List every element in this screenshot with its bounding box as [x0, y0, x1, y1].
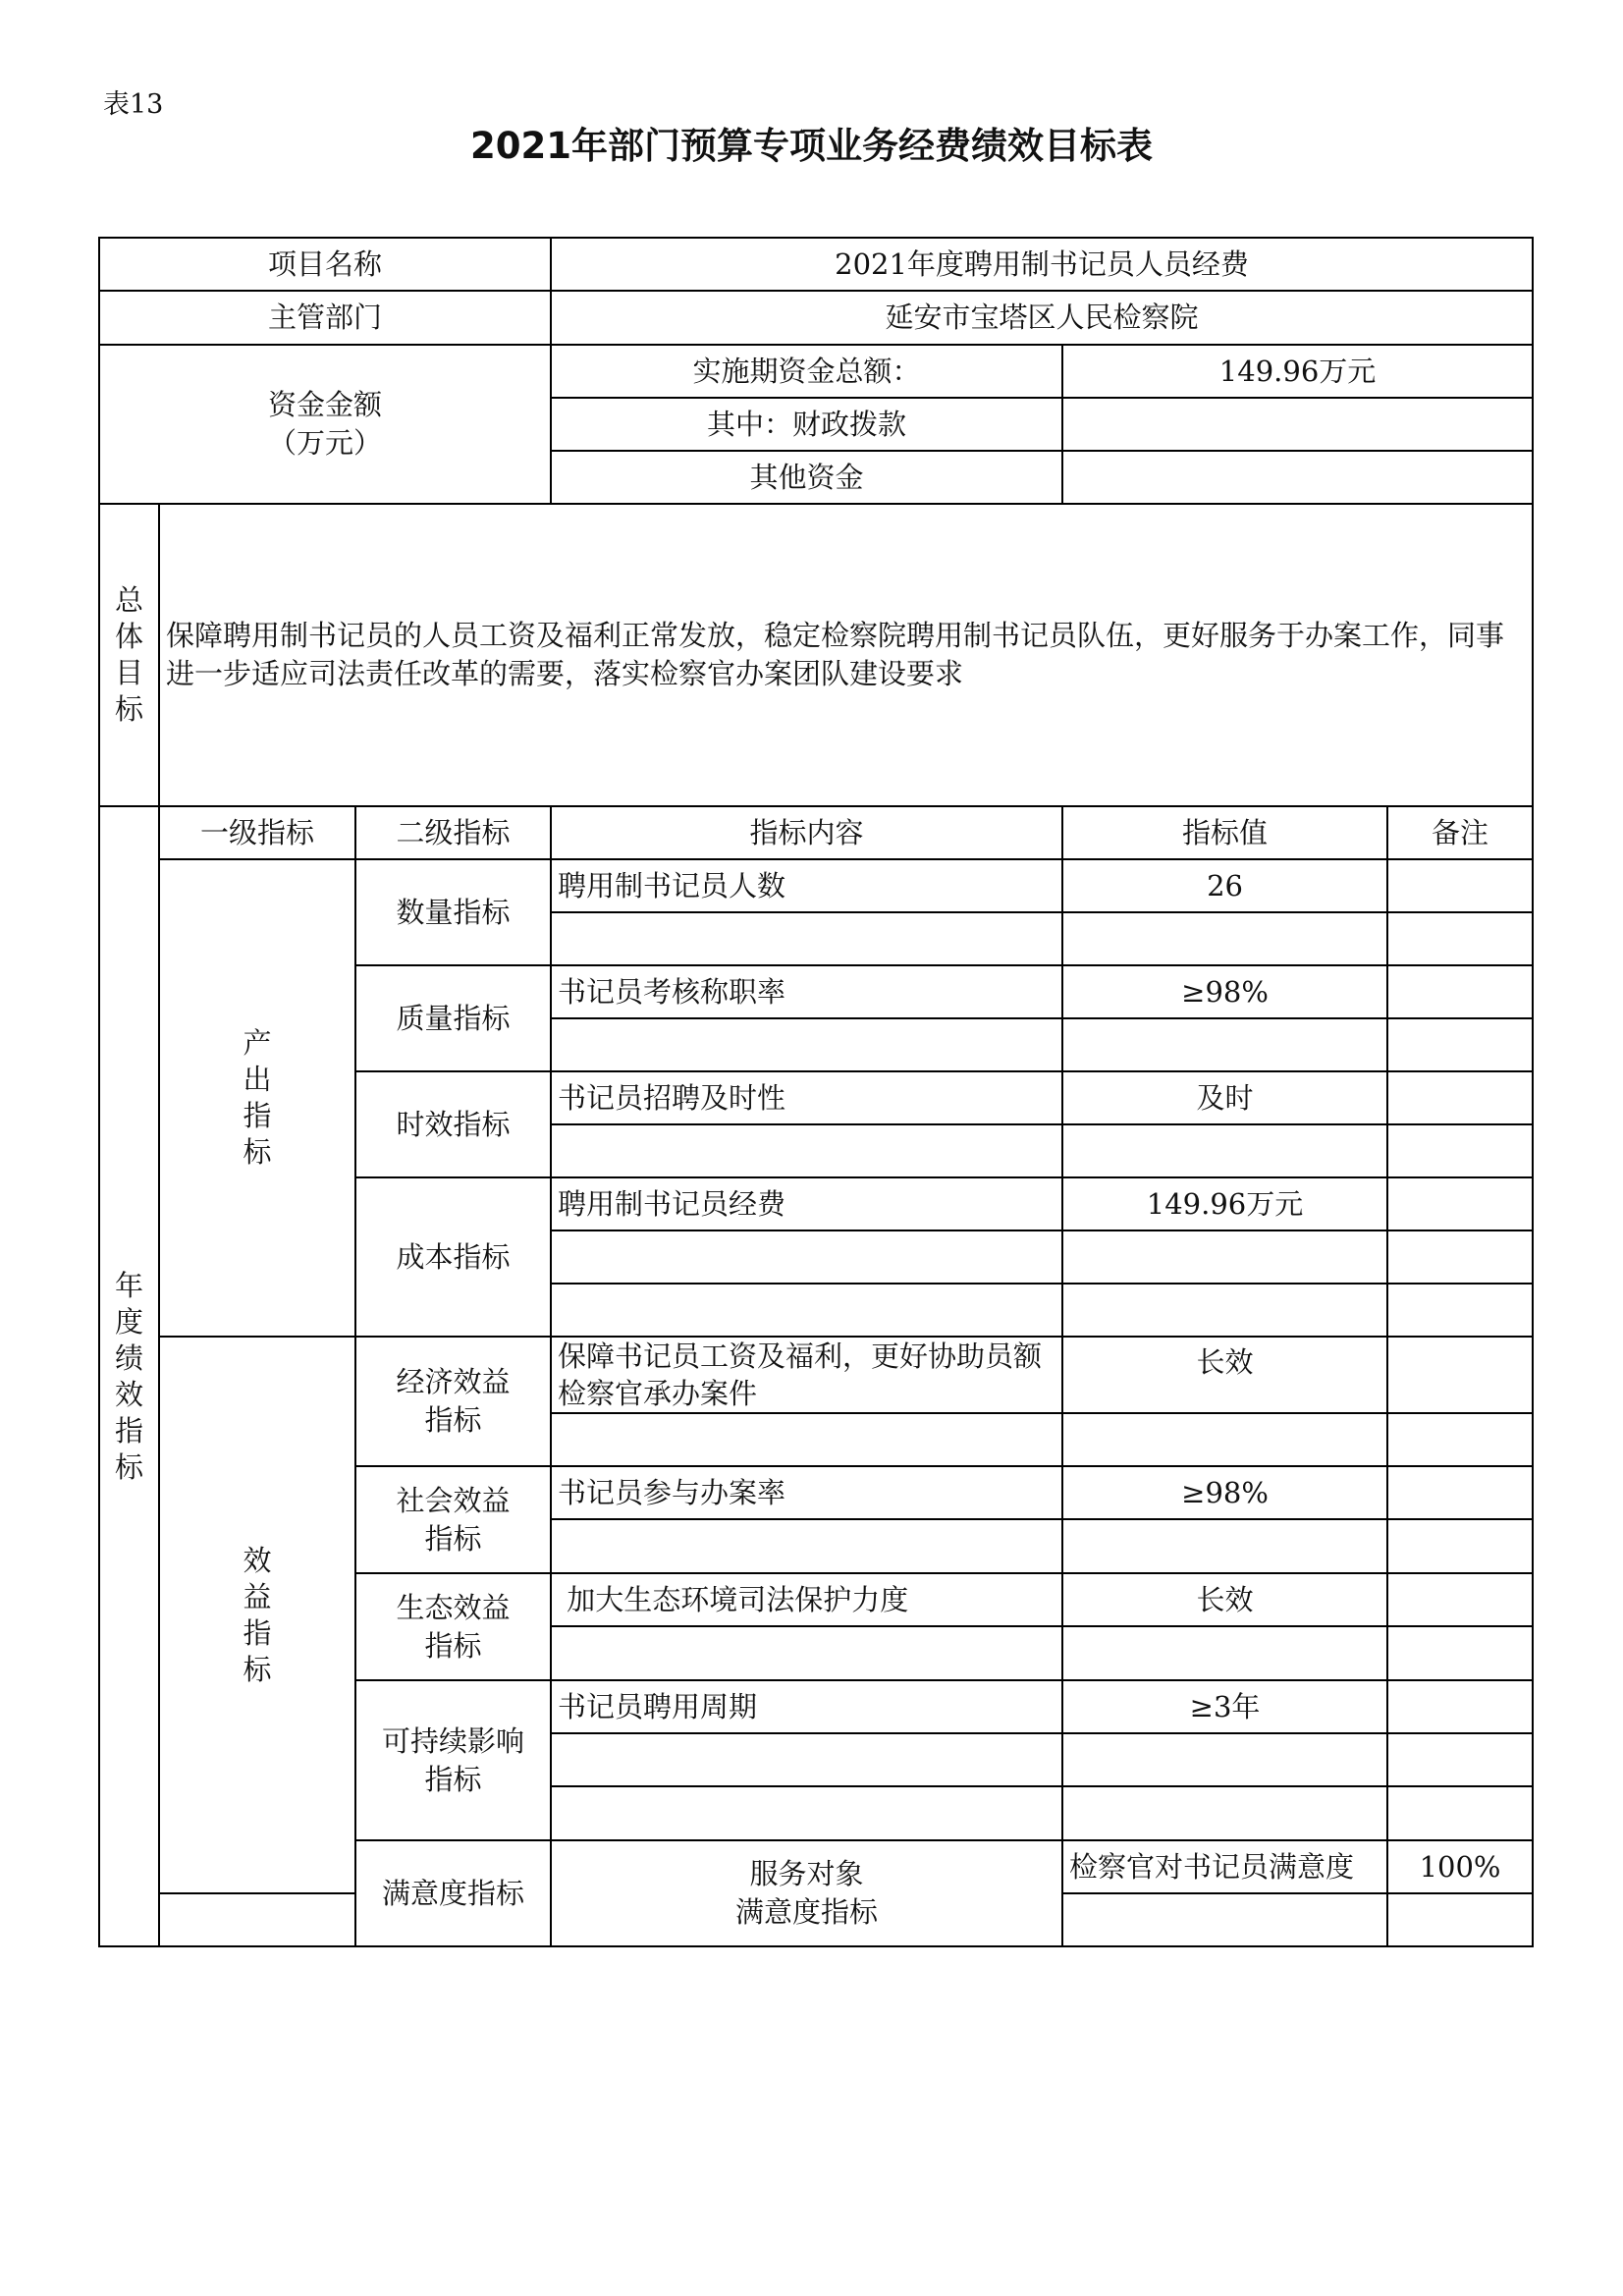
timeliness-indicator-label: 时效指标 — [355, 1071, 551, 1177]
timeliness-value: 及时 — [1062, 1071, 1387, 1124]
economic-label-line1: 经济效益 — [396, 1365, 511, 1398]
economic-value: 长效 — [1062, 1337, 1387, 1413]
blank-cell — [551, 1413, 1062, 1466]
benefit-char: 效 — [243, 1543, 272, 1577]
service-value: 100% — [1387, 1840, 1533, 1893]
benefit-char: 标 — [243, 1652, 272, 1686]
blank-cell — [551, 1230, 1062, 1284]
blank-cell — [1062, 1230, 1387, 1284]
funds-label-line1: 资金金额 — [268, 388, 383, 421]
annual-char: 度 — [114, 1304, 143, 1339]
blank-cell — [551, 1284, 1062, 1337]
cost-content: 聘用制书记员经费 — [551, 1177, 1062, 1230]
indicator-row — [99, 859, 1533, 912]
funds-label — [99, 345, 551, 504]
sustainable-content: 书记员聘用周期 — [551, 1680, 1062, 1733]
remark-cell — [1387, 1177, 1533, 1230]
annual-char: 标 — [114, 1449, 143, 1484]
sustainable-label-line1: 可持续影响 — [382, 1723, 525, 1758]
output-char: 标 — [243, 1135, 272, 1169]
remark-cell — [1387, 1071, 1533, 1124]
cost-value: 149.96万元 — [1062, 1177, 1387, 1230]
output-char: 产 — [243, 1026, 272, 1060]
overall-goal-text: 保障聘用制书记员的人员工资及福利正常发放，稳定检察院聘用制书记员队伍，更好服务于办案工作，同事进一步适应司法责任改革的需要，落实检察官办案团队建设要求 — [159, 504, 1533, 806]
project-name-value: 2021年度聘用制书记员人员经费 — [551, 238, 1533, 291]
goal-char: 总 — [114, 583, 143, 617]
goal-char: 标 — [114, 692, 143, 726]
funds-other-value — [1062, 451, 1533, 504]
social-indicator-label — [355, 1466, 551, 1573]
benefit-indicator-label — [159, 1337, 355, 1893]
project-name-label: 项目名称 — [99, 238, 551, 291]
blank-cell — [1062, 1284, 1387, 1337]
blank-cell — [1062, 1519, 1387, 1573]
blank-cell — [1387, 1124, 1533, 1177]
benefit-char: 指 — [243, 1615, 272, 1650]
output-char: 出 — [243, 1063, 272, 1096]
quantity-value: 26 — [1062, 859, 1387, 912]
blank-cell — [1062, 1626, 1387, 1680]
social-label-line2: 指标 — [424, 1521, 482, 1556]
annual-char: 年 — [114, 1268, 143, 1302]
blank-cell — [551, 1733, 1062, 1786]
service-indicator-label — [551, 1840, 1062, 1946]
output-char: 指 — [243, 1099, 272, 1132]
remark-cell — [1387, 965, 1533, 1018]
header-content: 指标内容 — [551, 806, 1062, 859]
blank-cell — [1062, 912, 1387, 965]
sustainable-label-line2: 指标 — [424, 1762, 482, 1796]
blank-cell — [551, 1124, 1062, 1177]
social-label-line1: 社会效益 — [396, 1483, 511, 1517]
cost-indicator-label: 成本指标 — [355, 1177, 551, 1337]
remark-cell — [1387, 1680, 1533, 1733]
funds-total-row — [99, 345, 1533, 398]
document-title: 2021年部门预算专项业务经费绩效目标表 — [470, 125, 1153, 167]
economic-label-line2: 指标 — [424, 1403, 482, 1437]
department-row — [99, 291, 1533, 345]
funds-fiscal-value — [1062, 398, 1533, 451]
blank-cell — [1062, 1893, 1387, 1946]
department-value: 延安市宝塔区人民检察院 — [551, 291, 1533, 345]
quantity-indicator-label: 数量指标 — [355, 859, 551, 965]
blank-cell — [1387, 1786, 1533, 1840]
blank-cell — [1062, 1786, 1387, 1840]
indicator-header-row — [99, 806, 1533, 859]
header-level1: 一级指标 — [159, 806, 355, 859]
funds-total-value: 149.96万元 — [1062, 345, 1533, 398]
blank-cell — [1387, 1413, 1533, 1466]
benefit-char: 益 — [243, 1579, 272, 1613]
sustainable-indicator-label — [355, 1680, 551, 1840]
service-label-line1: 服务对象 — [749, 1857, 864, 1890]
social-value: ≥98% — [1062, 1466, 1387, 1519]
quantity-content: 聘用制书记员人数 — [551, 859, 1062, 912]
blank-cell — [159, 1893, 355, 1946]
ecological-label-line1: 生态效益 — [396, 1590, 511, 1624]
table-number: 表13 — [103, 89, 164, 120]
department-label: 主管部门 — [99, 291, 551, 345]
ecological-indicator-label — [355, 1573, 551, 1680]
indicator-row — [99, 1337, 1533, 1413]
remark-cell — [1387, 1466, 1533, 1519]
annual-indicator-label — [99, 806, 159, 1946]
blank-cell — [1387, 912, 1533, 965]
satisfaction-indicator-label: 满意度指标 — [355, 1840, 551, 1946]
social-content: 书记员参与办案率 — [551, 1466, 1062, 1519]
blank-cell — [551, 1626, 1062, 1680]
blank-cell — [1387, 1230, 1533, 1284]
economic-indicator-label — [355, 1337, 551, 1466]
service-label-line2: 满意度指标 — [735, 1895, 879, 1929]
funds-other-label: 其他资金 — [551, 451, 1062, 504]
performance-target-table — [98, 237, 1534, 1947]
blank-cell — [551, 1786, 1062, 1840]
header-value: 指标值 — [1062, 806, 1387, 859]
remark-cell — [1387, 1573, 1533, 1626]
sustainable-value: ≥3年 — [1062, 1680, 1387, 1733]
annual-char: 指 — [114, 1413, 143, 1448]
project-name-row — [99, 238, 1533, 291]
blank-cell — [551, 1519, 1062, 1573]
blank-cell — [1062, 1124, 1387, 1177]
economic-content: 保障书记员工资及福利，更好协助员额检察官承办案件 — [551, 1337, 1062, 1413]
service-content: 检察官对书记员满意度 — [1062, 1840, 1387, 1893]
blank-cell — [1387, 1893, 1533, 1946]
header-remark: 备注 — [1387, 806, 1533, 859]
overall-goal-label — [99, 504, 159, 806]
blank-cell — [1062, 1018, 1387, 1071]
timeliness-content: 书记员招聘及时性 — [551, 1071, 1062, 1124]
ecological-value: 长效 — [1062, 1573, 1387, 1626]
blank-cell — [1062, 1733, 1387, 1786]
blank-cell — [1387, 1284, 1533, 1337]
remark-cell — [1387, 859, 1533, 912]
blank-cell — [551, 912, 1062, 965]
funds-total-label: 实施期资金总额： — [551, 345, 1062, 398]
quality-content: 书记员考核称职率 — [551, 965, 1062, 1018]
ecological-label-line2: 指标 — [424, 1628, 482, 1663]
annual-char: 效 — [114, 1377, 143, 1411]
blank-cell — [1387, 1626, 1533, 1680]
goal-char: 目 — [114, 656, 143, 689]
funds-label-line2: （万元） — [268, 426, 383, 460]
header-level2: 二级指标 — [355, 806, 551, 859]
overall-goal-row — [99, 504, 1533, 806]
blank-cell — [1387, 1018, 1533, 1071]
ecological-content: 加大生态环境司法保护力度 — [551, 1573, 1062, 1626]
blank-cell — [1062, 1413, 1387, 1466]
blank-cell — [1387, 1519, 1533, 1573]
funds-fiscal-label: 其中：财政拨款 — [551, 398, 1062, 451]
quality-value: ≥98% — [1062, 965, 1387, 1018]
annual-char: 绩 — [114, 1340, 143, 1375]
output-indicator-label — [159, 859, 355, 1337]
remark-cell — [1387, 1337, 1533, 1413]
quality-indicator-label: 质量指标 — [355, 965, 551, 1071]
goal-char: 体 — [114, 620, 143, 653]
blank-cell — [1387, 1733, 1533, 1786]
blank-cell — [551, 1018, 1062, 1071]
